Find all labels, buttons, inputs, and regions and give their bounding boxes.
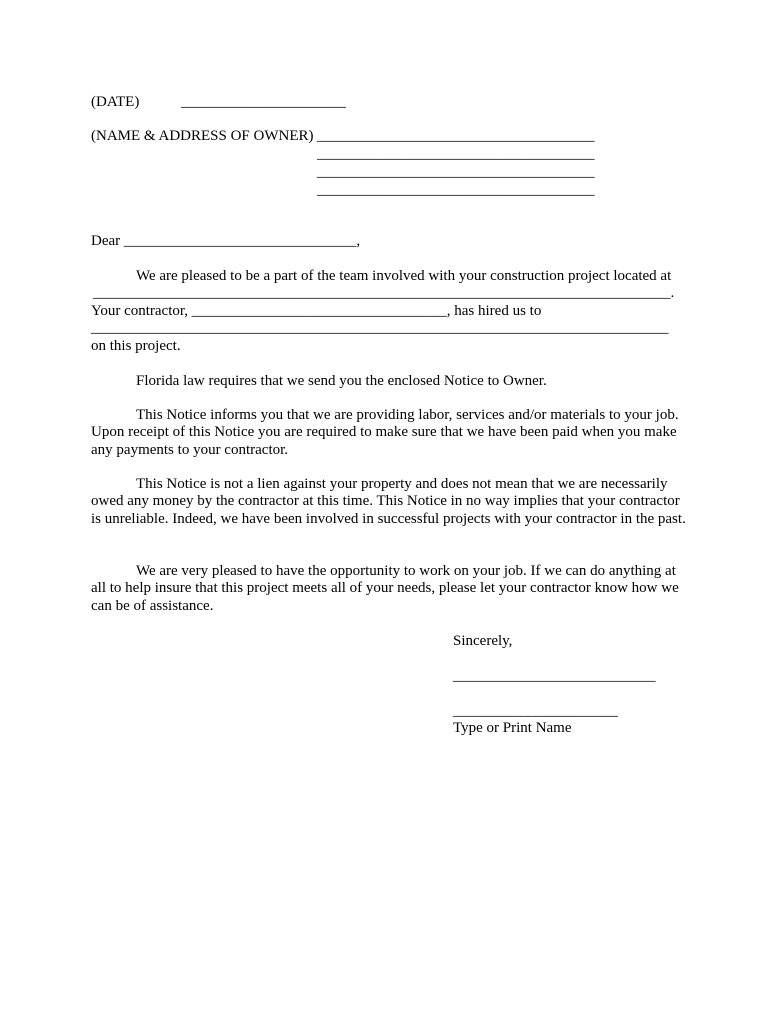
owner-blank-line: _____________________________________ bbox=[317, 146, 595, 162]
owner-blank-line: _____________________________________ bbox=[317, 164, 595, 180]
owner-blank-line: _____________________________________ bbox=[317, 182, 595, 198]
paragraph-1-line-5: on this project. bbox=[91, 338, 181, 354]
closing: Sincerely, bbox=[453, 633, 513, 649]
name-line: ______________________ bbox=[453, 703, 618, 719]
salutation: Dear _______________________________, bbox=[91, 233, 361, 249]
paragraph-5: We are very pleased to have the opportunity to work on your job. If we can do anything at all to help insure that this project meets all of your needs, please let your contractor know how we can be of assistance. bbox=[91, 563, 679, 614]
owner-blank-line: _____________________________________ bbox=[317, 128, 595, 144]
paragraph-1-line-1: We are pleased to be a part of the team involved with your construction project located at bbox=[136, 268, 672, 284]
owner-label: (NAME & ADDRESS OF OWNER) bbox=[91, 128, 314, 144]
signature-line: ___________________________ bbox=[453, 668, 656, 684]
paragraph-3: This Notice informs you that we are providing labor, services and/or materials to your job. Upon receipt of this Notice you are required to make sure that we have been paid when you make any payments to your contractor. bbox=[91, 407, 679, 458]
paragraph-1-line-4: _____________________________________________________________________________ bbox=[91, 320, 669, 336]
paragraph-2: Florida law requires that we send you the enclosed Notice to Owner. bbox=[136, 373, 547, 389]
paragraph-4: This Notice is not a lien against your property and does not mean that we are necessarily owed any money by the contractor at this time. This Notice in no way implies that your contractor is unreliable. Indeed, we have been involved in successful projects with your contractor in the past. bbox=[91, 476, 686, 527]
date-blank: ______________________ bbox=[181, 94, 346, 110]
date-label: (DATE) bbox=[91, 94, 140, 110]
name-label: Type or Print Name bbox=[453, 720, 572, 736]
paragraph-1-line-2: _____________________________________________________________________________. bbox=[93, 285, 675, 301]
paragraph-1-line-3: Your contractor, __________________________________, has hired us to bbox=[91, 303, 542, 319]
